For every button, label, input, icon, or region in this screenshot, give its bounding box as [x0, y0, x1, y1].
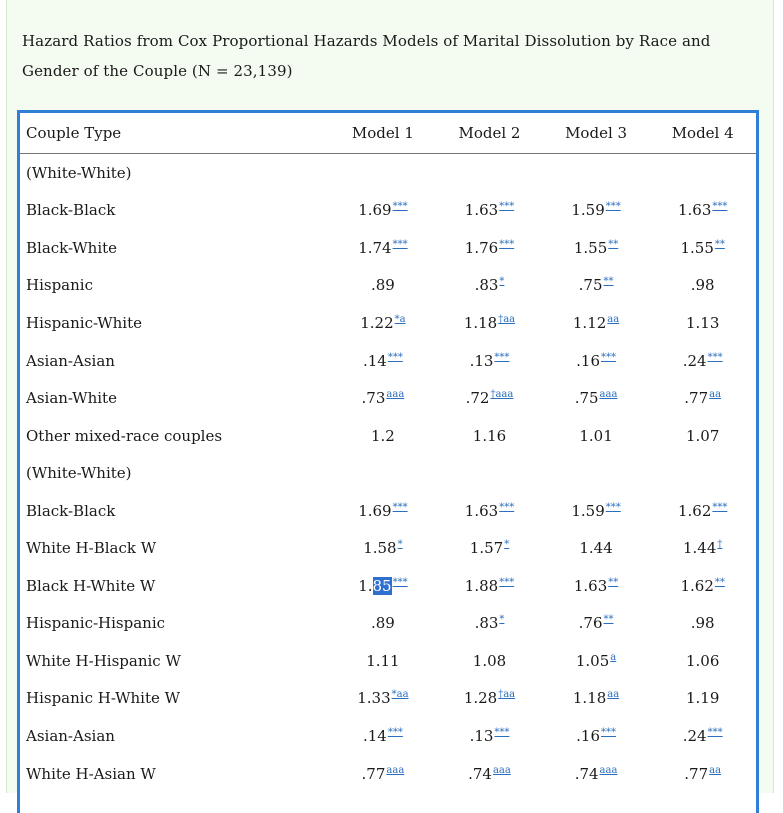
- significance-footnote-link[interactable]: ***: [392, 238, 408, 250]
- table-cell-model-4: [649, 267, 756, 305]
- significance-footnote-link[interactable]: **: [608, 238, 619, 250]
- cell-value: 1.28: [463, 689, 498, 708]
- table-cell-model-2: [436, 379, 543, 417]
- significance-footnote-link[interactable]: ***: [494, 351, 510, 363]
- table-row: [20, 417, 756, 455]
- significance-footnote-link[interactable]: *: [499, 614, 505, 626]
- significance-footnote-link[interactable]: aaa: [386, 389, 405, 401]
- significance-footnote-link[interactable]: aa: [709, 389, 722, 401]
- cell-value: .14: [362, 351, 387, 370]
- table-cell-model-4: [649, 529, 756, 567]
- cell-value: .89: [370, 276, 395, 295]
- row-label: Black H-White W: [26, 576, 156, 595]
- significance-footnote-link[interactable]: ***: [499, 201, 515, 213]
- row-label: (White-White): [26, 464, 132, 483]
- cell-value: 1.74: [358, 238, 392, 257]
- cell-value: 1.62: [680, 576, 714, 595]
- row-label: (White-White): [26, 163, 132, 182]
- table-row: [20, 229, 756, 267]
- significance-footnote-link[interactable]: †aaa: [490, 389, 514, 401]
- table-cell-model-2: [436, 755, 543, 793]
- cell-value: 1.63: [573, 576, 608, 595]
- row-label: Other mixed-race couples: [26, 426, 223, 445]
- table-cell-model-1: [330, 229, 437, 267]
- row-label: White H-Asian W: [26, 764, 156, 783]
- cell-value: .74: [574, 764, 599, 783]
- cell-value: 1.19: [685, 689, 720, 708]
- row-label: Hispanic: [26, 276, 93, 295]
- table-cell-model-1: [330, 642, 437, 680]
- table-cell-model-1: [330, 605, 437, 643]
- cell-value: .24: [682, 726, 707, 745]
- significance-footnote-link[interactable]: †: [717, 539, 723, 551]
- cell-value: .89: [370, 614, 395, 633]
- cell-value: 1.44: [579, 539, 613, 558]
- header-row: [20, 113, 756, 154]
- table-row: [20, 192, 756, 230]
- cell-value: 1.62: [677, 501, 712, 520]
- cell-value: 1.57: [469, 539, 504, 558]
- row-label: Asian-Asian: [26, 726, 115, 745]
- significance-footnote-link[interactable]: ***: [605, 201, 621, 213]
- table-cell-model-2: [436, 304, 543, 342]
- table-cell-model-2: [436, 154, 543, 192]
- table-cell-model-1: [330, 492, 437, 530]
- table-cell-model-2: [436, 267, 543, 305]
- significance-footnote-link[interactable]: †aa: [498, 313, 516, 325]
- table-cell-model-1: [330, 267, 437, 305]
- table-cell-model-4: [649, 229, 756, 267]
- cell-value: .72: [465, 389, 490, 408]
- cell-value: 1.16: [472, 426, 507, 445]
- cell-value: .75: [574, 389, 599, 408]
- column-header-couple-type: Couple Type: [20, 113, 330, 154]
- cell-value: .77: [684, 389, 709, 408]
- table-cell-model-3: [543, 567, 650, 605]
- significance-footnote-link[interactable]: **: [714, 238, 725, 250]
- cell-value: 1.18: [463, 313, 498, 332]
- cell-value: 1.12: [572, 313, 607, 332]
- table-cell-model-4: [649, 642, 756, 680]
- cell-value: 1.88: [464, 576, 499, 595]
- cell-value: 1.18: [572, 689, 607, 708]
- table-header: [20, 113, 756, 154]
- table-cell-model-4: [649, 342, 756, 380]
- table-row: [20, 267, 756, 305]
- significance-footnote-link[interactable]: ***: [392, 576, 408, 588]
- cell-value: 1.55: [573, 238, 608, 257]
- row-label: Black-White: [26, 238, 118, 257]
- significance-footnote-link[interactable]: aaa: [599, 764, 618, 776]
- table-row: [20, 492, 756, 530]
- row-label: Asian-Asian: [26, 351, 115, 370]
- column-header-model-3: Model 3: [543, 113, 650, 154]
- table-cell-model-1: [330, 567, 437, 605]
- cell-value: .16: [576, 726, 600, 745]
- table-row: [20, 567, 756, 605]
- significance-footnote-link[interactable]: ***: [387, 351, 403, 363]
- cell-value: .83: [474, 614, 499, 633]
- significance-footnote-link[interactable]: †aa: [498, 689, 516, 701]
- significance-footnote-link[interactable]: ***: [712, 501, 728, 513]
- table-cell-model-2: [436, 229, 543, 267]
- significance-footnote-link[interactable]: *: [504, 539, 510, 551]
- significance-footnote-link[interactable]: *: [499, 276, 505, 288]
- table-cell-model-4: [649, 454, 756, 492]
- cell-value: .13: [469, 351, 494, 370]
- significance-footnote-link[interactable]: *: [397, 539, 403, 551]
- significance-footnote-link[interactable]: *aa: [391, 689, 409, 701]
- cell-value: .24: [682, 351, 707, 370]
- cell-value: .73: [361, 389, 386, 408]
- cell-value: 1.08: [472, 651, 507, 670]
- row-label: White H-Hispanic W: [26, 651, 181, 670]
- cell-value: 1.63: [677, 201, 712, 220]
- significance-footnote-link[interactable]: ***: [494, 726, 510, 738]
- cell-value: .13: [469, 726, 494, 745]
- table-row: [20, 680, 756, 718]
- table-cell-model-4: [649, 755, 756, 793]
- significance-footnote-link[interactable]: ***: [712, 201, 728, 213]
- table-cell-model-3: [543, 605, 650, 643]
- table-cell-model-3: [543, 492, 650, 530]
- table-cell-model-2: [436, 717, 543, 755]
- cell-value: 1.55: [680, 238, 714, 257]
- table-cell-model-1: [330, 755, 437, 793]
- cell-value: 1.58: [363, 539, 397, 558]
- cell-value: 1.33: [357, 689, 391, 708]
- table-row: [20, 342, 756, 380]
- cell-value: 1.2: [370, 426, 395, 445]
- significance-footnote-link[interactable]: **: [608, 576, 619, 588]
- significance-footnote-link[interactable]: a: [610, 651, 617, 663]
- row-label: Black-Black: [26, 201, 116, 220]
- table-cell-model-4: [649, 379, 756, 417]
- cell-value: 1.11: [366, 651, 400, 670]
- table-cell-model-4: [649, 567, 756, 605]
- row-label: Hispanic-Hispanic: [26, 614, 166, 633]
- significance-footnote-link[interactable]: **: [603, 276, 614, 288]
- table-cell-model-4: [649, 154, 756, 192]
- table-cell-model-3: [543, 304, 650, 342]
- table-cell-model-3: [543, 229, 650, 267]
- table-container: [17, 110, 759, 813]
- cell-value: 1.07: [685, 426, 720, 445]
- table-cell-model-1: [330, 680, 437, 718]
- cell-value: 1.59: [571, 201, 605, 220]
- table-cell-model-2: [436, 417, 543, 455]
- cell-value: 1.06: [685, 651, 720, 670]
- cell-value: 1.13: [685, 313, 720, 332]
- cell-value: .16: [576, 351, 600, 370]
- table-cell-model-1: [330, 192, 437, 230]
- table-cell-model-3: [543, 154, 650, 192]
- table-cell-model-1: [330, 717, 437, 755]
- significance-footnote-link[interactable]: aa: [709, 764, 722, 776]
- table-cell-model-2: [436, 454, 543, 492]
- table-row: [20, 717, 756, 755]
- significance-footnote-link[interactable]: ***: [707, 726, 723, 738]
- hazard-ratio-table: [20, 113, 756, 792]
- significance-footnote-link[interactable]: **: [603, 614, 614, 626]
- significance-footnote-link[interactable]: ***: [707, 351, 723, 363]
- column-header-model-2: Model 2: [436, 113, 543, 154]
- significance-footnote-link[interactable]: ***: [392, 201, 408, 213]
- row-label: Hispanic-White: [26, 313, 143, 332]
- cell-value: .98: [690, 276, 715, 295]
- table-cell-model-2: [436, 492, 543, 530]
- cell-value: .74: [468, 764, 492, 783]
- significance-footnote-link[interactable]: ***: [392, 501, 408, 513]
- text-selection-highlight[interactable]: 85: [372, 576, 392, 595]
- table-cell-model-4: [649, 192, 756, 230]
- cell-value: 1.44: [682, 539, 717, 558]
- significance-footnote-link[interactable]: ***: [499, 501, 515, 513]
- table-cell-model-3: [543, 717, 650, 755]
- table-cell-model-3: [543, 192, 650, 230]
- table-cell-model-2: [436, 192, 543, 230]
- table-cell-model-3: [543, 454, 650, 492]
- significance-footnote-link[interactable]: aa: [607, 313, 620, 325]
- cell-value: .76: [578, 614, 603, 633]
- table-body: [20, 154, 756, 793]
- table-cell-model-1: [330, 417, 437, 455]
- table-cell-model-2: [436, 567, 543, 605]
- significance-footnote-link[interactable]: ***: [605, 501, 621, 513]
- table-caption: Hazard Ratios from Cox Proportional Hazards Models of Marital Dissolution by Race and Gender of the Couple (N = 23,139): [22, 32, 711, 80]
- table-cell-model-3: [543, 379, 650, 417]
- cell-value: 1.63: [464, 501, 499, 520]
- table-row: [20, 642, 756, 680]
- table-row: [20, 154, 756, 192]
- table-cell-model-2: [436, 342, 543, 380]
- table-row: [20, 755, 756, 793]
- table-cell-model-2: [436, 529, 543, 567]
- cell-value: 1.05: [575, 651, 610, 670]
- cell-value: 1.59: [571, 501, 605, 520]
- column-header-model-1: Model 1: [330, 113, 437, 154]
- table-cell-model-2: [436, 605, 543, 643]
- significance-footnote-link[interactable]: *a: [394, 313, 406, 325]
- table-row: [20, 454, 756, 492]
- table-cell-model-1: [330, 379, 437, 417]
- row-label: Hispanic H-White W: [26, 689, 181, 708]
- table-cell-model-4: [649, 492, 756, 530]
- cell-value: .77: [684, 764, 709, 783]
- cell-value: 1.69: [358, 501, 392, 520]
- table-cell-model-3: [543, 417, 650, 455]
- significance-footnote-link[interactable]: aaa: [386, 764, 405, 776]
- column-header-model-4: Model 4: [649, 113, 756, 154]
- table-row: [20, 529, 756, 567]
- table-cell-model-3: [543, 267, 650, 305]
- cell-value: .14: [362, 726, 387, 745]
- table-cell-model-1: [330, 529, 437, 567]
- table-cell-model-1: [330, 304, 437, 342]
- cell-value: .77: [361, 764, 386, 783]
- table-cell-model-4: [649, 417, 756, 455]
- significance-footnote-link[interactable]: aaa: [599, 389, 618, 401]
- table-cell-model-4: [649, 304, 756, 342]
- cell-value: .98: [690, 614, 715, 633]
- table-cell-model-1: [330, 454, 437, 492]
- significance-footnote-link[interactable]: ***: [601, 726, 616, 738]
- cell-value-unselected: 1.: [358, 576, 373, 595]
- table-cell-model-3: [543, 642, 650, 680]
- significance-footnote-link[interactable]: **: [714, 576, 725, 588]
- table-cell-model-3: [543, 680, 650, 718]
- table-cell-model-2: [436, 680, 543, 718]
- cell-value: .75: [578, 276, 603, 295]
- cell-value: .83: [474, 276, 499, 295]
- significance-footnote-link[interactable]: ***: [387, 726, 403, 738]
- table-cell-model-3: [543, 342, 650, 380]
- table-cell-model-1: [330, 154, 437, 192]
- significance-footnote-link[interactable]: ***: [499, 576, 515, 588]
- table-row: [20, 379, 756, 417]
- significance-footnote-link[interactable]: ***: [601, 351, 616, 363]
- significance-footnote-link[interactable]: aa: [607, 689, 620, 701]
- row-label: White H-Black W: [26, 539, 157, 558]
- cell-value: 1.22: [360, 313, 394, 332]
- cell-value: 1.01: [579, 426, 613, 445]
- table-cell-model-4: [649, 680, 756, 718]
- table-cell-model-3: [543, 529, 650, 567]
- cell-value: 1.63: [464, 201, 499, 220]
- cell-value: 1.76: [464, 238, 499, 257]
- cell-value: [358, 577, 391, 595]
- table-row: [20, 304, 756, 342]
- table-cell-model-2: [436, 642, 543, 680]
- table-row: [20, 605, 756, 643]
- row-label: Asian-White: [26, 389, 117, 408]
- row-label: Black-Black: [26, 501, 116, 520]
- table-cell-model-1: [330, 342, 437, 380]
- significance-footnote-link[interactable]: ***: [499, 238, 515, 250]
- table-cell-model-4: [649, 605, 756, 643]
- table-cell-model-3: [543, 755, 650, 793]
- table-cell-model-4: [649, 717, 756, 755]
- significance-footnote-link[interactable]: aaa: [492, 764, 511, 776]
- cell-value: 1.69: [358, 201, 392, 220]
